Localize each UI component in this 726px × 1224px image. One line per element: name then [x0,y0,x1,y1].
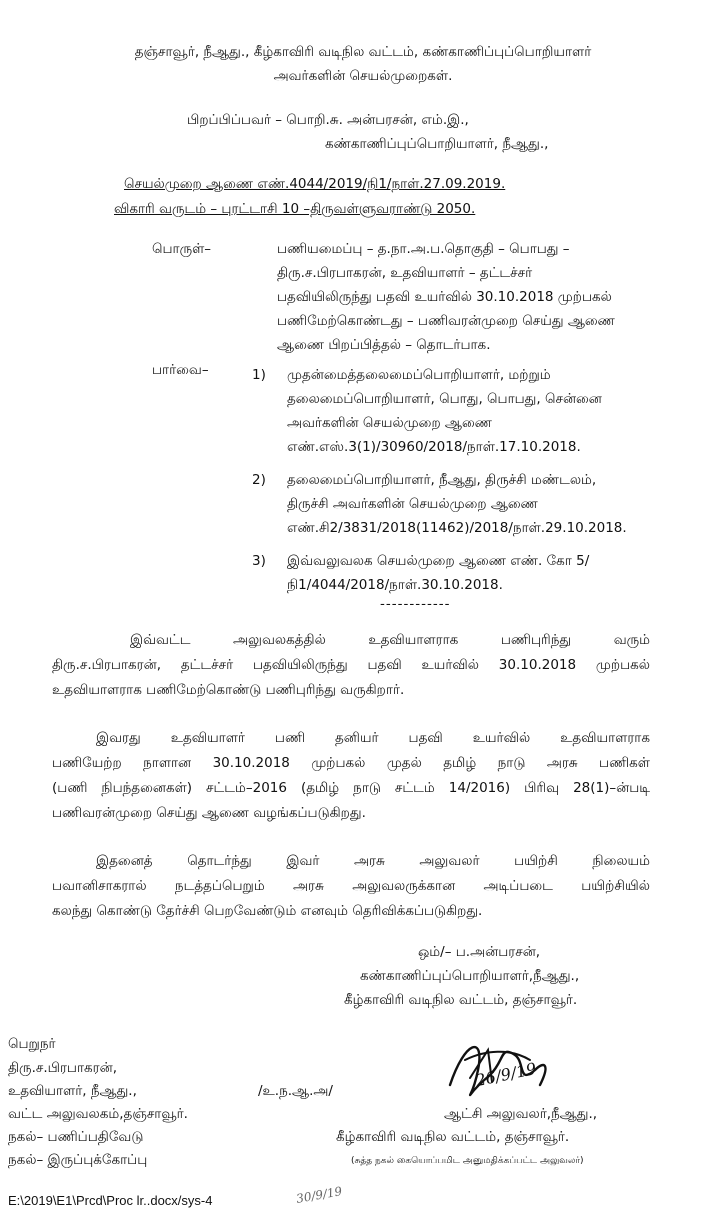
attestation-note: (சுத்த நகல் கையொப்பமிட அனுமதிக்கப்பட்ட அலுவலர்) [351,1156,584,1166]
copy-to-line: நகல்– இருப்புக்கோப்பு [8,1152,148,1168]
subject-label: பொருள்– [152,241,212,257]
reference-line: தலைமைப்பொறியாளர், நீஆது, திருச்சி மண்டலம், [287,472,597,488]
subject-line: பணிமேற்கொண்டது – பணிவரன்முறை செய்து ஆணை [277,313,615,329]
header-subtitle: அவர்களின் செயல்முறைகள். [273,68,453,84]
body-paragraph-line: இதனைத் தொடர்ந்து இவர் அரசு அலுவலர் பயிற்சி நிலையம் [96,853,650,869]
initials: /உ.ந.ஆ.அ/ [258,1083,333,1099]
reference-number: 3) [252,553,266,569]
body-paragraph-line: இவரது உதவியாளர் பணி தனியர் பதவி உயர்வில் உதவியாளராக [96,730,650,746]
handwritten-date: 26/9/19 [473,1058,538,1091]
reference-line: அவர்களின் செயல்முறை ஆணை [287,415,492,431]
subject-line: பதவியிலிருந்து பதவி உயர்வில் 30.10.2018 முற்பகல் [277,289,612,305]
body-paragraph-line: இவ்வட்ட அலுவலகத்தில் உதவியாளராக பணிபுரிந்து வரும் [130,632,650,648]
body-paragraph-line: உதவியாளராக பணிமேற்கொண்டு பணிபுரிந்து வருகிறார். [52,682,405,698]
header-title: தஞ்சாவூர், நீஆது., கீழ்காவிரி வடிநில வட்டம், கண்காணிப்புப்பொறியாளர் [134,44,592,60]
body-paragraph-line: திரு.ச.பிரபாகரன், தட்டச்சர் பதவியிலிருந்து பதவி உயர்வில் 30.10.2018 முற்பகல் [52,657,650,673]
recipient-line: உதவியாளர், நீஆது., [8,1083,137,1099]
references-label: பார்வை– [152,362,209,378]
body-paragraph-line: கலந்து கொண்டு தேர்ச்சி பெறவேண்டும் எனவும் தெரிவிக்கப்படுகிறது. [52,903,483,919]
section-divider: ------------ [380,596,451,612]
signature-name: ஒம்/– ப.அன்பரசன், [418,944,541,960]
reference-line: நி1/4044/2018/நாள்.30.10.2018. [287,577,503,593]
reference-line: இவ்வலுவலக செயல்முறை ஆணை எண். கோ 5/ [287,553,590,569]
reference-line: முதன்மைத்தலைமைப்பொறியாளர், மற்றும் [287,367,551,383]
signature-office: கீழ்காவிரி வடிநில வட்டம், தஞ்சாவூர். [344,992,578,1008]
handwritten-scribble: 30/9/19 [295,1184,344,1206]
copy-to-line: நகல்– பணிப்பதிவேடு [8,1129,144,1145]
reference-line: எண்.சி2/3831/2018(11462)/2018/நாள்.29.10.2018. [287,520,627,536]
file-path: E:\2019\E1\Prcd\Proc lr..docx/sys-4 [8,1193,213,1208]
reference-line: திருச்சி அவர்களின் செயல்முறை ஆணை [287,496,538,512]
body-paragraph-line: பணியேற்ற நாளான 30.10.2018 முற்பகல் முதல் தமிழ் நாடு அரசு பணிகள் [52,755,650,771]
attestation-designation: ஆட்சி அலுவலர்,நீஆது., [444,1106,598,1122]
issuer-name: பிறப்பிப்பவர் – பொறி.சு. அன்பரசன், எம்.இ., [187,112,469,128]
recipient-line: வட்ட அலுவலகம்,தஞ்சாவூர். [8,1106,188,1122]
signature-designation: கண்காணிப்புப்பொறியாளர்,நீஆது., [360,968,580,984]
body-paragraph-line: பணிவரன்முறை செய்து ஆணை வழங்கப்படுகிறது. [52,805,366,821]
issuer-designation: கண்காணிப்புப்பொறியாளர், நீஆது., [325,136,549,152]
subject-line: ஆணை பிறப்பித்தல் – தொடர்பாக. [277,337,491,353]
recipient-line: திரு.ச.பிரபாகரன், [8,1060,118,1076]
subject-line: பணியமைப்பு – த.நா.அ.ப.தொகுதி – பொபது – [277,241,570,257]
reference-number: 2) [252,472,266,488]
order-tamil-date: விகாரி வருடம் – புரட்டாசி 10 –திருவள்ளுவராண்டு 2050. [114,201,476,217]
subject-line: திரு.ச.பிரபாகரன், உதவியாளர் – தட்டச்சர் [277,265,533,281]
body-paragraph-line: பவானிசாகரால் நடத்தப்பெறும் அரசு அலுவலருக்கான அடிப்படை பயிற்சியில் [52,878,650,894]
attestation-office: கீழ்காவிரி வடிநில வட்டம், தஞ்சாவூர். [336,1129,570,1145]
reference-line: தலைமைப்பொறியாளர், பொது, பொபது, சென்னை [287,391,602,407]
body-paragraph-line: (பணி நிபந்தனைகள்) சட்டம்–2016 (தமிழ் நாடு சட்டம் 14/2016) பிரிவு 28(1)–ன்படி [52,780,650,796]
recipient-label: பெறுநர் [8,1036,56,1052]
reference-number: 1) [252,367,266,383]
reference-line: எண்.எஸ்.3(1)/30960/2018/நாள்.17.10.2018. [287,439,581,455]
order-number: செயல்முறை ஆணை எண்.4044/2019/நி1/நாள்.27.09.2019. [124,176,506,192]
